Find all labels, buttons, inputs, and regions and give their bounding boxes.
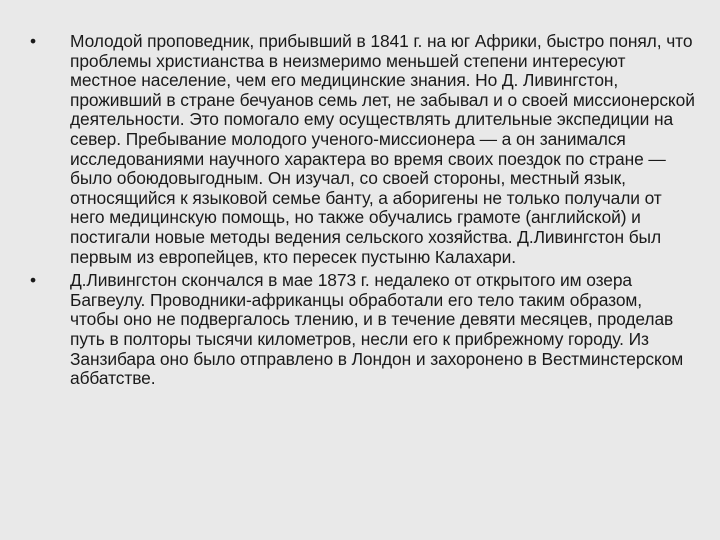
paragraph-text-1: Молодой проповедник, прибывший в 1841 г. на юг Африки, быстро понял, что проблемы христианства в неизмеримо меньшей степени интересуют местное население, чем его медицинские знания. Но Д. Ливингстон, проживший в стране бечуанов семь лет, не забывал и о своей миссионерской деятельности. Это помогало ему осуществлять длительные экспедиции на север. Пребывание молодого ученого-миссионера — а он занимался исследованиями научного характера во время своих поездок по стране — было обоюдовыгодным. Он изучал, со своей стороны, местный язык, относящийся к языковой семье банту, а аборигены не только получали от него медицинскую помощь, но также обучались грамоте (английской) и постигали новые методы ведения сельского хозяйства. Д.Ливингстон был первым из европейцев, кто пересек пустыню Калахари.	[70, 31, 695, 267]
paragraph-text-2: Д.Ливингстон скончался в мае 1873 г. недалеко от открытого им озера Багвеулу. Проводники-африканцы обработали его тело таким образом, чтобы оно не подвергалось тлению, и в течение девяти месяцев, проделав путь в полторы тысячи километров, несли его к прибрежному городу. Из Занзибара оно было отправлено в Лондон и захоронено в Вестминстерском аббатстве.	[70, 270, 684, 389]
bullet-item-1	[30, 32, 695, 267]
bullet-item-2	[30, 271, 695, 389]
bullet-list	[30, 32, 695, 393]
bullet-icon: •	[30, 270, 36, 291]
bullet-icon: •	[30, 31, 36, 51]
